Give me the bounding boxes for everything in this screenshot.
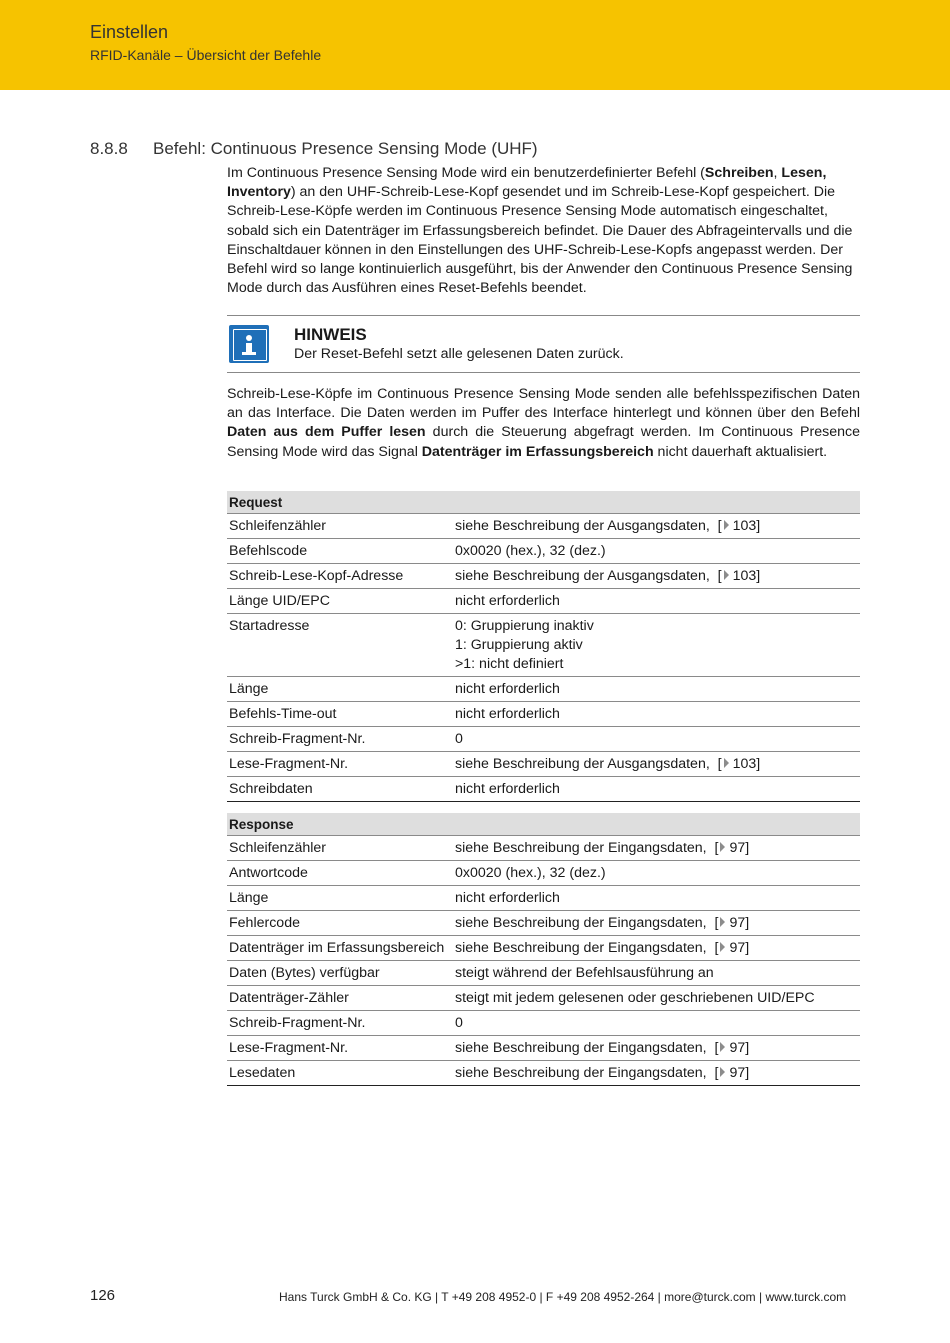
page-reference-link[interactable]: [ 97] — [706, 1065, 750, 1081]
request-body — [227, 514, 860, 802]
param-name: Lesedaten — [227, 1061, 453, 1086]
section-title: Befehl: Continuous Presence Sensing Mode (UHF) — [153, 139, 538, 158]
param-value — [453, 677, 860, 702]
page-reference-link[interactable]: [ 97] — [706, 915, 750, 931]
value-text: siehe Beschreibung der Eingangsdaten, — [455, 1040, 707, 1056]
table-row — [227, 727, 860, 752]
value-text: siehe Beschreibung der Eingangsdaten, — [455, 915, 707, 931]
value-text: 0x0020 (hex.), 32 (dez.) — [455, 543, 606, 559]
param-value — [453, 539, 860, 564]
value-text: 0 — [455, 731, 463, 747]
bold-run: Datenträger im Erfassungsbereich — [421, 443, 654, 460]
value-text: siehe Beschreibung der Ausgangsdaten, — [455, 518, 710, 534]
param-name: Länge — [227, 886, 453, 911]
reference-page: 103 — [732, 756, 757, 772]
reference-arrow-icon — [720, 942, 725, 952]
param-name: Länge — [227, 677, 453, 702]
table-row — [227, 777, 860, 802]
param-name: Daten (Bytes) verfügbar — [227, 961, 453, 986]
table-row — [227, 911, 860, 936]
reference-page: 103 — [732, 568, 757, 584]
param-name: Länge UID/EPC — [227, 589, 453, 614]
buffer-paragraph — [227, 385, 860, 462]
page-reference-link[interactable]: [ 97] — [706, 840, 750, 856]
param-value — [453, 752, 860, 777]
param-value — [453, 614, 860, 677]
param-value — [453, 564, 860, 589]
reference-page: 97 — [729, 1065, 746, 1081]
bold-run: Inventory — [227, 184, 291, 201]
note-box — [227, 315, 860, 373]
section-heading — [90, 139, 538, 159]
value-text: nicht erforderlich — [455, 706, 560, 722]
value-text: siehe Beschreibung der Ausgangsdaten, — [455, 568, 710, 584]
table-row — [227, 1011, 860, 1036]
text-run: ) an den UHF-Schreib-Lese-Kopf gesendet und im Schreib-Lese-Kopf gespeichert. Die Schreib-Lese-Köpfe werden im Continuous Presence Sensing Mode automatisch eingeschaltet, sobald sich ein Datenträger im Erfassungsbereich befindet. Die Dauer des Abfrageintervalls und die Einschaltdauer können in den Einstellungen des UHF-Schreib-Lese-Kopfs angepasst werden. Der Befehl wird so lange kontinuierlich ausgeführt, bis der Anwender den Continuous Presence Sensing Mode durch das Ausführen eines Reset-Befehls beendet. — [227, 184, 853, 297]
chapter-title: Einstellen — [90, 22, 169, 42]
reference-arrow-icon — [724, 758, 729, 768]
table-row — [227, 514, 860, 539]
response-heading: Response — [227, 813, 860, 836]
param-value — [453, 1061, 860, 1086]
bold-run: Daten aus dem Puffer lesen — [227, 424, 426, 441]
param-name: Schleifenzähler — [227, 836, 453, 861]
text-run: Schreib-Lese-Köpfe im Continuous Presence Sensing Mode senden alle befehlsspezifischen Daten an das Interface. Die Daten werden im Puffer des Interface hinterlegt und können über den Befehl — [227, 386, 860, 422]
value-line: 1: Gruppierung aktiv — [455, 637, 583, 653]
table-row — [227, 836, 860, 861]
info-icon — [229, 325, 269, 363]
reference-arrow-icon — [724, 570, 729, 580]
value-line: 0: Gruppierung inaktiv — [455, 618, 594, 634]
param-value — [453, 961, 860, 986]
table-row — [227, 702, 860, 727]
page-reference-link[interactable]: [ 103] — [709, 568, 761, 584]
response-body — [227, 836, 860, 1086]
param-name: Befehls-Time-out — [227, 702, 453, 727]
param-name: Antwortcode — [227, 861, 453, 886]
section-number: 8.8.8 — [90, 139, 128, 158]
value-text: nicht erforderlich — [455, 890, 560, 906]
table-row — [227, 886, 860, 911]
value-text: 0 — [455, 1015, 463, 1031]
table-row — [227, 752, 860, 777]
value-text: 0x0020 (hex.), 32 (dez.) — [455, 865, 606, 881]
chapter-subtitle: RFID-Kanäle – Übersicht der Befehle — [90, 47, 322, 63]
table-row — [227, 936, 860, 961]
param-name: Datenträger-Zähler — [227, 986, 453, 1011]
table-row — [227, 614, 860, 677]
page-reference-link[interactable]: [ 103] — [709, 756, 761, 772]
bold-run: Schreiben — [704, 165, 774, 181]
param-name: Schreib-Fragment-Nr. — [227, 727, 453, 752]
param-value — [453, 936, 860, 961]
page-number: 126 — [90, 1287, 116, 1304]
param-name: Schreib-Fragment-Nr. — [227, 1011, 453, 1036]
footer-contact: Hans Turck GmbH & Co. KG | T +49 208 4952-0 | F +49 208 4952-264 | more@turck.com | www.turck.com — [279, 1290, 847, 1304]
param-name: Fehlercode — [227, 911, 453, 936]
param-name: Datenträger im Erfassungsbereich — [227, 936, 453, 961]
param-name: Lese-Fragment-Nr. — [227, 752, 453, 777]
param-value — [453, 777, 860, 802]
table-row — [227, 589, 860, 614]
table-row — [227, 539, 860, 564]
text-run: Im Continuous Presence Sensing Mode wird ein benutzerdefinierter Befehl ( — [227, 165, 705, 181]
param-value — [453, 589, 860, 614]
table-row — [227, 1036, 860, 1061]
value-text: siehe Beschreibung der Eingangsdaten, — [455, 1065, 707, 1081]
intro-paragraph — [227, 164, 860, 298]
bold-run: , — [822, 165, 827, 181]
reference-page: 103 — [732, 518, 757, 534]
reference-arrow-icon — [720, 842, 725, 852]
value-line: >1: nicht definiert — [455, 656, 564, 672]
reference-arrow-icon — [720, 1067, 725, 1077]
value-text: steigt während der Befehlsausführung an — [455, 965, 714, 981]
param-value — [453, 1011, 860, 1036]
note-text: Der Reset-Befehl setzt alle gelesenen Daten zurück. — [294, 346, 624, 362]
request-table — [227, 491, 860, 802]
reference-page: 97 — [729, 940, 746, 956]
reference-page: 97 — [729, 915, 746, 931]
param-value — [453, 1036, 860, 1061]
table-row — [227, 1061, 860, 1086]
param-value — [453, 836, 860, 861]
response-table — [227, 813, 860, 1086]
value-text: siehe Beschreibung der Eingangsdaten, — [455, 940, 707, 956]
table-row — [227, 961, 860, 986]
param-value — [453, 986, 860, 1011]
param-value — [453, 911, 860, 936]
text-run: nicht dauerhaft aktualisiert. — [653, 443, 828, 460]
param-name: Schleifenzähler — [227, 514, 453, 539]
bold-run: Lesen — [781, 165, 823, 181]
reference-page: 97 — [729, 1040, 746, 1056]
param-name: Befehlscode — [227, 539, 453, 564]
param-name: Lese-Fragment-Nr. — [227, 1036, 453, 1061]
request-heading: Request — [227, 491, 860, 514]
value-text: siehe Beschreibung der Ausgangsdaten, — [455, 756, 710, 772]
param-name: Startadresse — [227, 614, 453, 677]
page-header — [0, 0, 950, 90]
value-text: steigt mit jedem gelesenen oder geschriebenen UID/EPC — [455, 990, 815, 1006]
table-row — [227, 677, 860, 702]
value-text: nicht erforderlich — [455, 681, 560, 697]
page-reference-link[interactable]: [ 103] — [709, 518, 761, 534]
reference-arrow-icon — [720, 917, 725, 927]
param-value — [453, 727, 860, 752]
param-name: Schreibdaten — [227, 777, 453, 802]
value-text: nicht erforderlich — [455, 593, 560, 609]
param-name: Schreib-Lese-Kopf-Adresse — [227, 564, 453, 589]
reference-arrow-icon — [724, 520, 729, 530]
table-row — [227, 861, 860, 886]
page-reference-link[interactable]: [ 97] — [706, 1040, 750, 1056]
text-run: , — [773, 165, 782, 181]
param-value — [453, 514, 860, 539]
reference-page: 97 — [729, 840, 746, 856]
param-value — [453, 886, 860, 911]
note-title: HINWEIS — [294, 325, 367, 344]
value-text: nicht erforderlich — [455, 781, 560, 797]
table-row — [227, 564, 860, 589]
text-run: durch die Steuerung abgefragt werden. Im Continuous Presence Sensing Mode wird das Signal — [227, 424, 860, 460]
table-row — [227, 986, 860, 1011]
param-value — [453, 702, 860, 727]
value-text: siehe Beschreibung der Eingangsdaten, — [455, 840, 707, 856]
param-value — [453, 861, 860, 886]
reference-arrow-icon — [720, 1042, 725, 1052]
page-reference-link[interactable]: [ 97] — [706, 940, 750, 956]
